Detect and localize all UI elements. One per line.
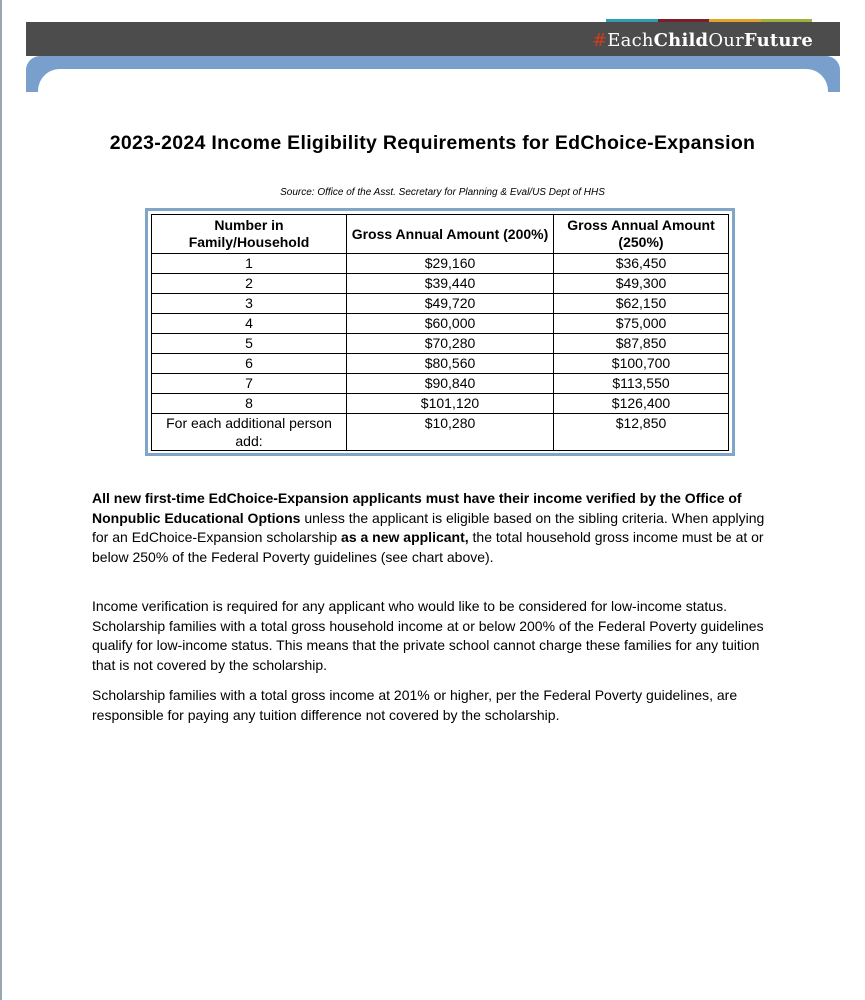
hashtag-word-future: Future bbox=[743, 30, 813, 51]
table-row bbox=[152, 274, 729, 294]
table-row bbox=[152, 254, 729, 274]
content-area-top bbox=[38, 69, 828, 109]
p1-bold-new-applicant: as a new applicant, bbox=[341, 529, 469, 545]
cell-amount-200: $60,000 bbox=[347, 314, 554, 334]
paragraph-verification-requirement bbox=[92, 489, 782, 567]
cell-amount-250: $75,000 bbox=[554, 314, 729, 334]
hashtag-word-each: Each bbox=[607, 30, 654, 51]
p1-bold-verification: must have their income verified by the Office of Nonpublic Educational Options bbox=[92, 490, 742, 526]
cell-amount-200: $10,280 bbox=[347, 414, 554, 451]
hashtag-word-child: Child bbox=[653, 30, 709, 51]
paragraph-low-income-status: Income verification is required for any applicant who would like to be considered for low-income status. Scholarship families with a total gross household income at or below 200% of the Federal Poverty guidelines qualify for low-income status. This means that the private school cannot charge these families for any tuition that is not covered by the scholarship. bbox=[92, 598, 764, 673]
cell-family-size: 5 bbox=[152, 334, 347, 354]
table-row bbox=[152, 354, 729, 374]
cell-amount-250: $113,550 bbox=[554, 374, 729, 394]
p1-bold-applicants: All new first-time EdChoice-Expansion applicants bbox=[92, 490, 422, 506]
table-row bbox=[152, 314, 729, 334]
cell-amount-200: $29,160 bbox=[347, 254, 554, 274]
hashtag-word-our: Our bbox=[708, 30, 744, 51]
header-family-size: Number in Family/Household bbox=[152, 215, 347, 254]
cell-amount-250: $87,850 bbox=[554, 334, 729, 354]
hashtag-symbol: # bbox=[592, 30, 608, 51]
eligibility-table bbox=[151, 214, 729, 451]
cell-family-size: 7 bbox=[152, 374, 347, 394]
table-row bbox=[152, 374, 729, 394]
cell-amount-200: $101,120 bbox=[347, 394, 554, 414]
table-row bbox=[152, 334, 729, 354]
hashtag-logo bbox=[592, 30, 813, 51]
header-200-percent: Gross Annual Amount (200%) bbox=[347, 215, 554, 254]
cell-family-size: 3 bbox=[152, 294, 347, 314]
cell-family-size: 1 bbox=[152, 254, 347, 274]
table-row bbox=[152, 294, 729, 314]
cell-amount-250: $12,850 bbox=[554, 414, 729, 451]
table-header-row bbox=[152, 215, 729, 254]
p1-text-threshold: the total household gross income must be at or below 250% of the Federal Poverty guidelines (see chart above). bbox=[92, 529, 764, 565]
cell-amount-250: $126,400 bbox=[554, 394, 729, 414]
source-note: Source: Office of the Asst. Secretary for Planning & Eval/US Dept of HHS bbox=[280, 187, 605, 198]
cell-family-size: 4 bbox=[152, 314, 347, 334]
cell-amount-200: $80,560 bbox=[347, 354, 554, 374]
page-title: 2023-2024 Income Eligibility Requirements for EdChoice-Expansion bbox=[109, 132, 756, 154]
cell-amount-200: $90,840 bbox=[347, 374, 554, 394]
cell-amount-200: $49,720 bbox=[347, 294, 554, 314]
cell-family-size: 2 bbox=[152, 274, 347, 294]
cell-family-size: For each additional person add: bbox=[152, 414, 347, 451]
cell-amount-200: $39,440 bbox=[347, 274, 554, 294]
cell-amount-250: $62,150 bbox=[554, 294, 729, 314]
eligibility-table-frame bbox=[145, 208, 735, 456]
cell-amount-250: $36,450 bbox=[554, 254, 729, 274]
cell-family-size: 8 bbox=[152, 394, 347, 414]
cell-family-size: 6 bbox=[152, 354, 347, 374]
paragraph-tuition-difference: Scholarship families with a total gross income at 201% or higher, per the Federal Poverty guidelines, are responsible for paying any tuition difference not covered by the scholarship. bbox=[92, 687, 738, 723]
table-row bbox=[152, 414, 729, 451]
table-row bbox=[152, 394, 729, 414]
table-body bbox=[152, 254, 729, 451]
p1-text-sibling: unless the applicant is eligible based on the sibling criteria. When applying for an EdChoice-Expansion scholarship bbox=[92, 509, 765, 545]
cell-amount-250: $100,700 bbox=[554, 354, 729, 374]
header-250-percent: Gross Annual Amount (250%) bbox=[554, 215, 729, 254]
cell-amount-200: $70,280 bbox=[347, 334, 554, 354]
cell-amount-250: $49,300 bbox=[554, 274, 729, 294]
